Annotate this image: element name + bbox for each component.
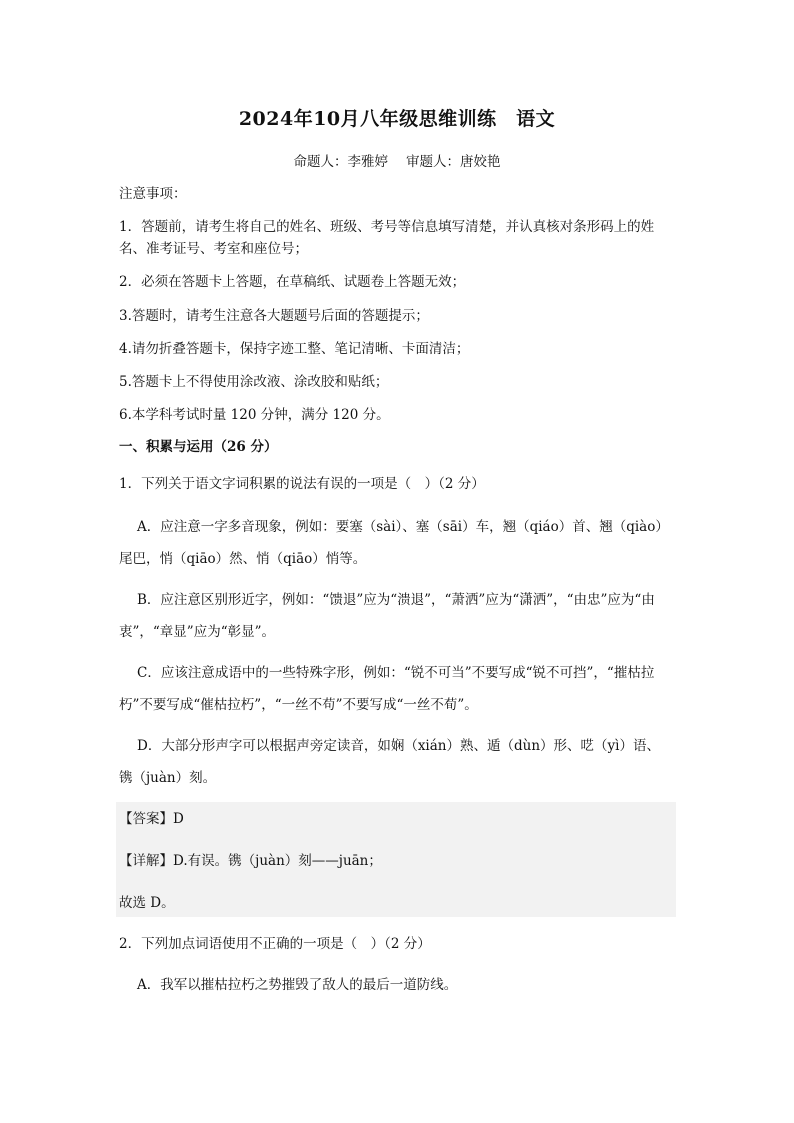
q1-option-a-cont: 尾巴，悄（qiāo）然、悄（qiāo）悄等。 xyxy=(119,551,367,567)
question-1-stem: 1．下列关于语文字词积累的说法有误的一项是（ ）（2 分） xyxy=(119,476,485,492)
page-title: 2024年10月八年级思维训练 语文 xyxy=(238,108,556,130)
detail-tag: 【详解】 xyxy=(119,853,173,869)
q1-option-c-cont: 朽”不要写成“催枯拉朽”，“一丝不苟”不要写成“一丝不荀”。 xyxy=(119,697,478,713)
q1-option-c: C．应该注意成语中的一些特殊字形，例如：“锐不可当”不要写成“锐不可挡”，“摧枯拉 xyxy=(137,665,655,681)
q1-option-d: D．大部分形声字可以根据声旁定读音，如娴（xián）熟、遁（dùn）形、呓（yì）语、 xyxy=(137,738,660,754)
note-item: 3.答题时，请考生注意各大题题号后面的答题提示； xyxy=(119,308,429,324)
reviewer-label: 审题人：唐姣艳 xyxy=(406,154,501,170)
q1-option-b: B．应注意区别形近字，例如：“馈退”应为“溃退”，“萧洒”应为“潇洒”，“由忠”应为“由 xyxy=(137,592,655,608)
note-item: 名、准考证号、考室和座位号； xyxy=(119,241,308,257)
detail-line xyxy=(119,850,669,872)
q1-option-b-cont: 衷”，“章显”应为“彰显”。 xyxy=(119,624,276,640)
answer-line xyxy=(119,808,669,830)
conclusion-line: 故选 D。 xyxy=(119,895,175,911)
question-2-stem: 2．下列加点词语使用不正确的一项是（ ）（2 分） xyxy=(119,936,431,952)
section-heading: 一、积累与运用（26 分） xyxy=(119,439,278,455)
q1-option-a: A．应注意一字多音现象，例如：要塞（sài）、塞（sāi）车，翘（qiáo）首、翘（qiào） xyxy=(137,519,669,535)
note-item: 4.请勿折叠答题卡，保持字迹工整、笔记清晰、卡面清洁； xyxy=(119,341,470,357)
answer-value: D xyxy=(173,811,184,827)
answer-tag: 【答案】 xyxy=(119,811,173,827)
setter-label: 命题人：李雅婷 xyxy=(293,154,388,170)
q2-option-a: A．我军以摧枯拉朽之势摧毁了敌人的最后一道防线。 xyxy=(137,977,458,993)
q1-option-d-cont: 镌（juàn）刻。 xyxy=(119,770,217,786)
note-item: 2．必须在答题卡上答题，在草稿纸、试题卷上答题无效； xyxy=(119,274,466,290)
authors-line xyxy=(0,150,794,170)
detail-text: D.有误。镌（juàn）刻——juān； xyxy=(173,853,382,869)
note-item: 1．答题前，请考生将自己的姓名、班级、考号等信息填写清楚，并认真核对条形码上的姓 xyxy=(119,219,655,235)
note-item: 6.本学科考试时量 120 分钟，满分 120 分。 xyxy=(119,407,390,423)
notes-heading: 注意事项： xyxy=(119,186,187,202)
note-item: 5.答题卡上不得使用涂改液、涂改胶和贴纸； xyxy=(119,374,389,390)
